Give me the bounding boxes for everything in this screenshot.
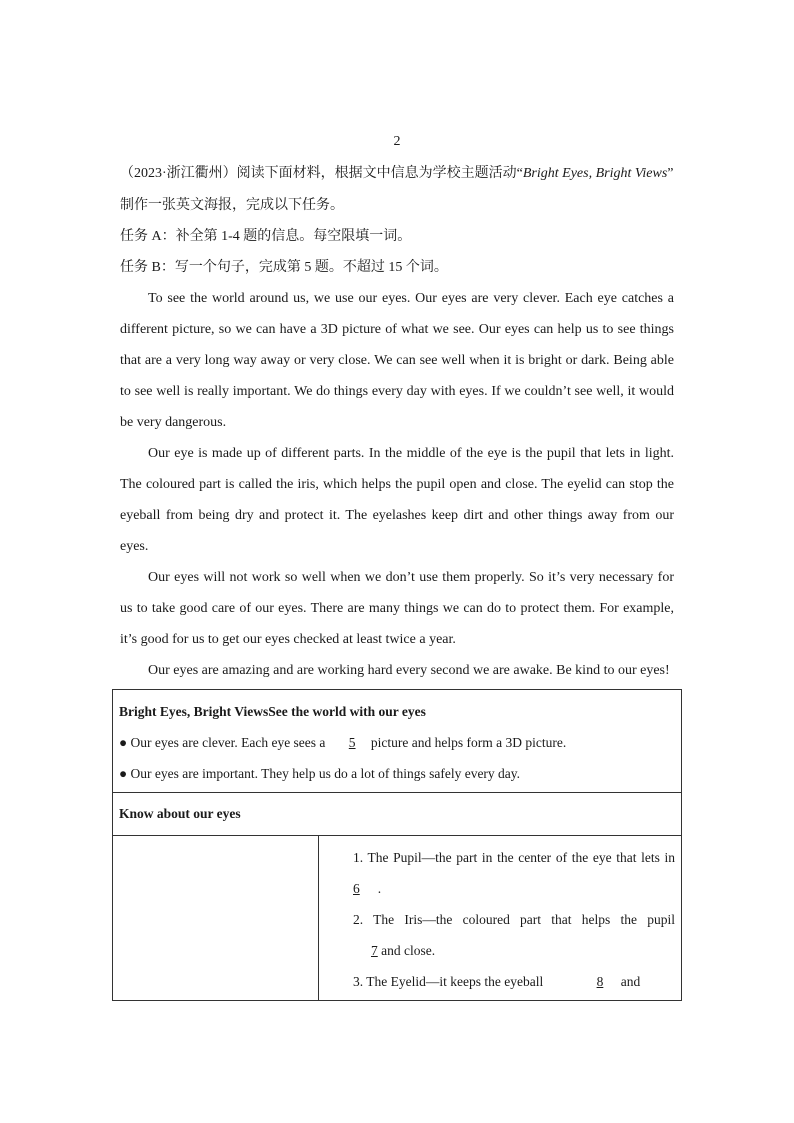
answer-blank-6[interactable]: 6 (353, 881, 360, 896)
eye-part-iris (325, 904, 675, 966)
poster-bullet-2: ● Our eyes are important. They help us do a lot of things safely every day. (119, 766, 521, 781)
poster-parts-row (113, 836, 682, 1001)
answer-blank-5[interactable]: 5 (348, 735, 356, 750)
answer-blank-7[interactable]: 7 (371, 943, 378, 958)
empty-image-cell (113, 836, 319, 1001)
eye-part-eyelid (325, 966, 675, 997)
task-b: 任务 B：写一个句子，完成第 5 题。不超过 15 个词。 (120, 260, 448, 275)
activity-title: Bright Eyes, Bright Views (522, 166, 668, 181)
poster-bullet-1 (119, 727, 675, 758)
item3-text: 3. The Eyelid—it keeps the eyeball (353, 974, 547, 989)
eye-part-pupil (325, 842, 675, 904)
bullet1-prefix: ● Our eyes are clever. Each eye sees a (119, 735, 329, 750)
poster-heading: Bright Eyes, Bright ViewsSee the world with our eyes (119, 704, 426, 719)
poster-know-row (113, 793, 682, 836)
know-heading-cell (113, 793, 682, 836)
intro-prefix: （2023·浙江衢州）阅读下面材料，根据文中信息为学校主题活动“ (120, 166, 523, 181)
eye-parts-cell (319, 836, 682, 1001)
item2-suffix: and close. (377, 943, 436, 958)
bullet1-suffix: picture and helps form a 3D picture. (367, 735, 567, 750)
task-a: 任务 A：补全第 1-4 题的信息。每空限填一词。 (120, 229, 412, 244)
item1-suffix: . (377, 881, 382, 896)
item3-suffix: and (617, 974, 641, 989)
intro-line-1 (120, 164, 680, 184)
reading-passage (120, 283, 674, 686)
know-heading: Know about our eyes (119, 806, 241, 821)
item1-text: 1. The Pupil—the part in the center of the eye that lets in (353, 850, 675, 865)
poster-header-row (113, 690, 682, 793)
intro-line-2: 制作一张英文海报，完成以下任务。 (120, 198, 344, 213)
poster-header-cell (113, 690, 682, 793)
intro-suffix: ” (667, 166, 674, 181)
paragraph-2: Our eye is made up of different parts. In the middle of the eye is the pupil that lets in light. The coloured part is called the iris, which helps the pupil open and close. The eyelid can stop the eyeball from being dry and protect it. The eyelashes keep dirt and other things away from our eyes. (120, 446, 674, 554)
answer-blank-8[interactable]: 8 (596, 974, 604, 989)
paragraph-4: Our eyes are amazing and are working hard every second we are awake. Be kind to our eyes! (148, 663, 670, 678)
paragraph-1: To see the world around us, we use our eyes. Our eyes are very clever. Each eye catches a different picture, so we can have a 3D picture of what we see. Our eyes can help us to see things that are a very long way away or very close. We can see well when it is bright or dark. Being able to see well is really important. We do things every day with eyes. If we couldn’t see well, it would be very dangerous. (120, 291, 674, 430)
poster-table (112, 689, 682, 1001)
item2-text: 2. The Iris—the coloured part that helps the pupil (353, 912, 675, 927)
page-number: 2 (393, 134, 401, 149)
paragraph-3: Our eyes will not work so well when we don’t use them properly. So it’s very necessary for us to take good care of our eyes. There are many things we can do to protect them. For example, it’s good for us to get our eyes checked at least twice a year. (120, 570, 674, 647)
